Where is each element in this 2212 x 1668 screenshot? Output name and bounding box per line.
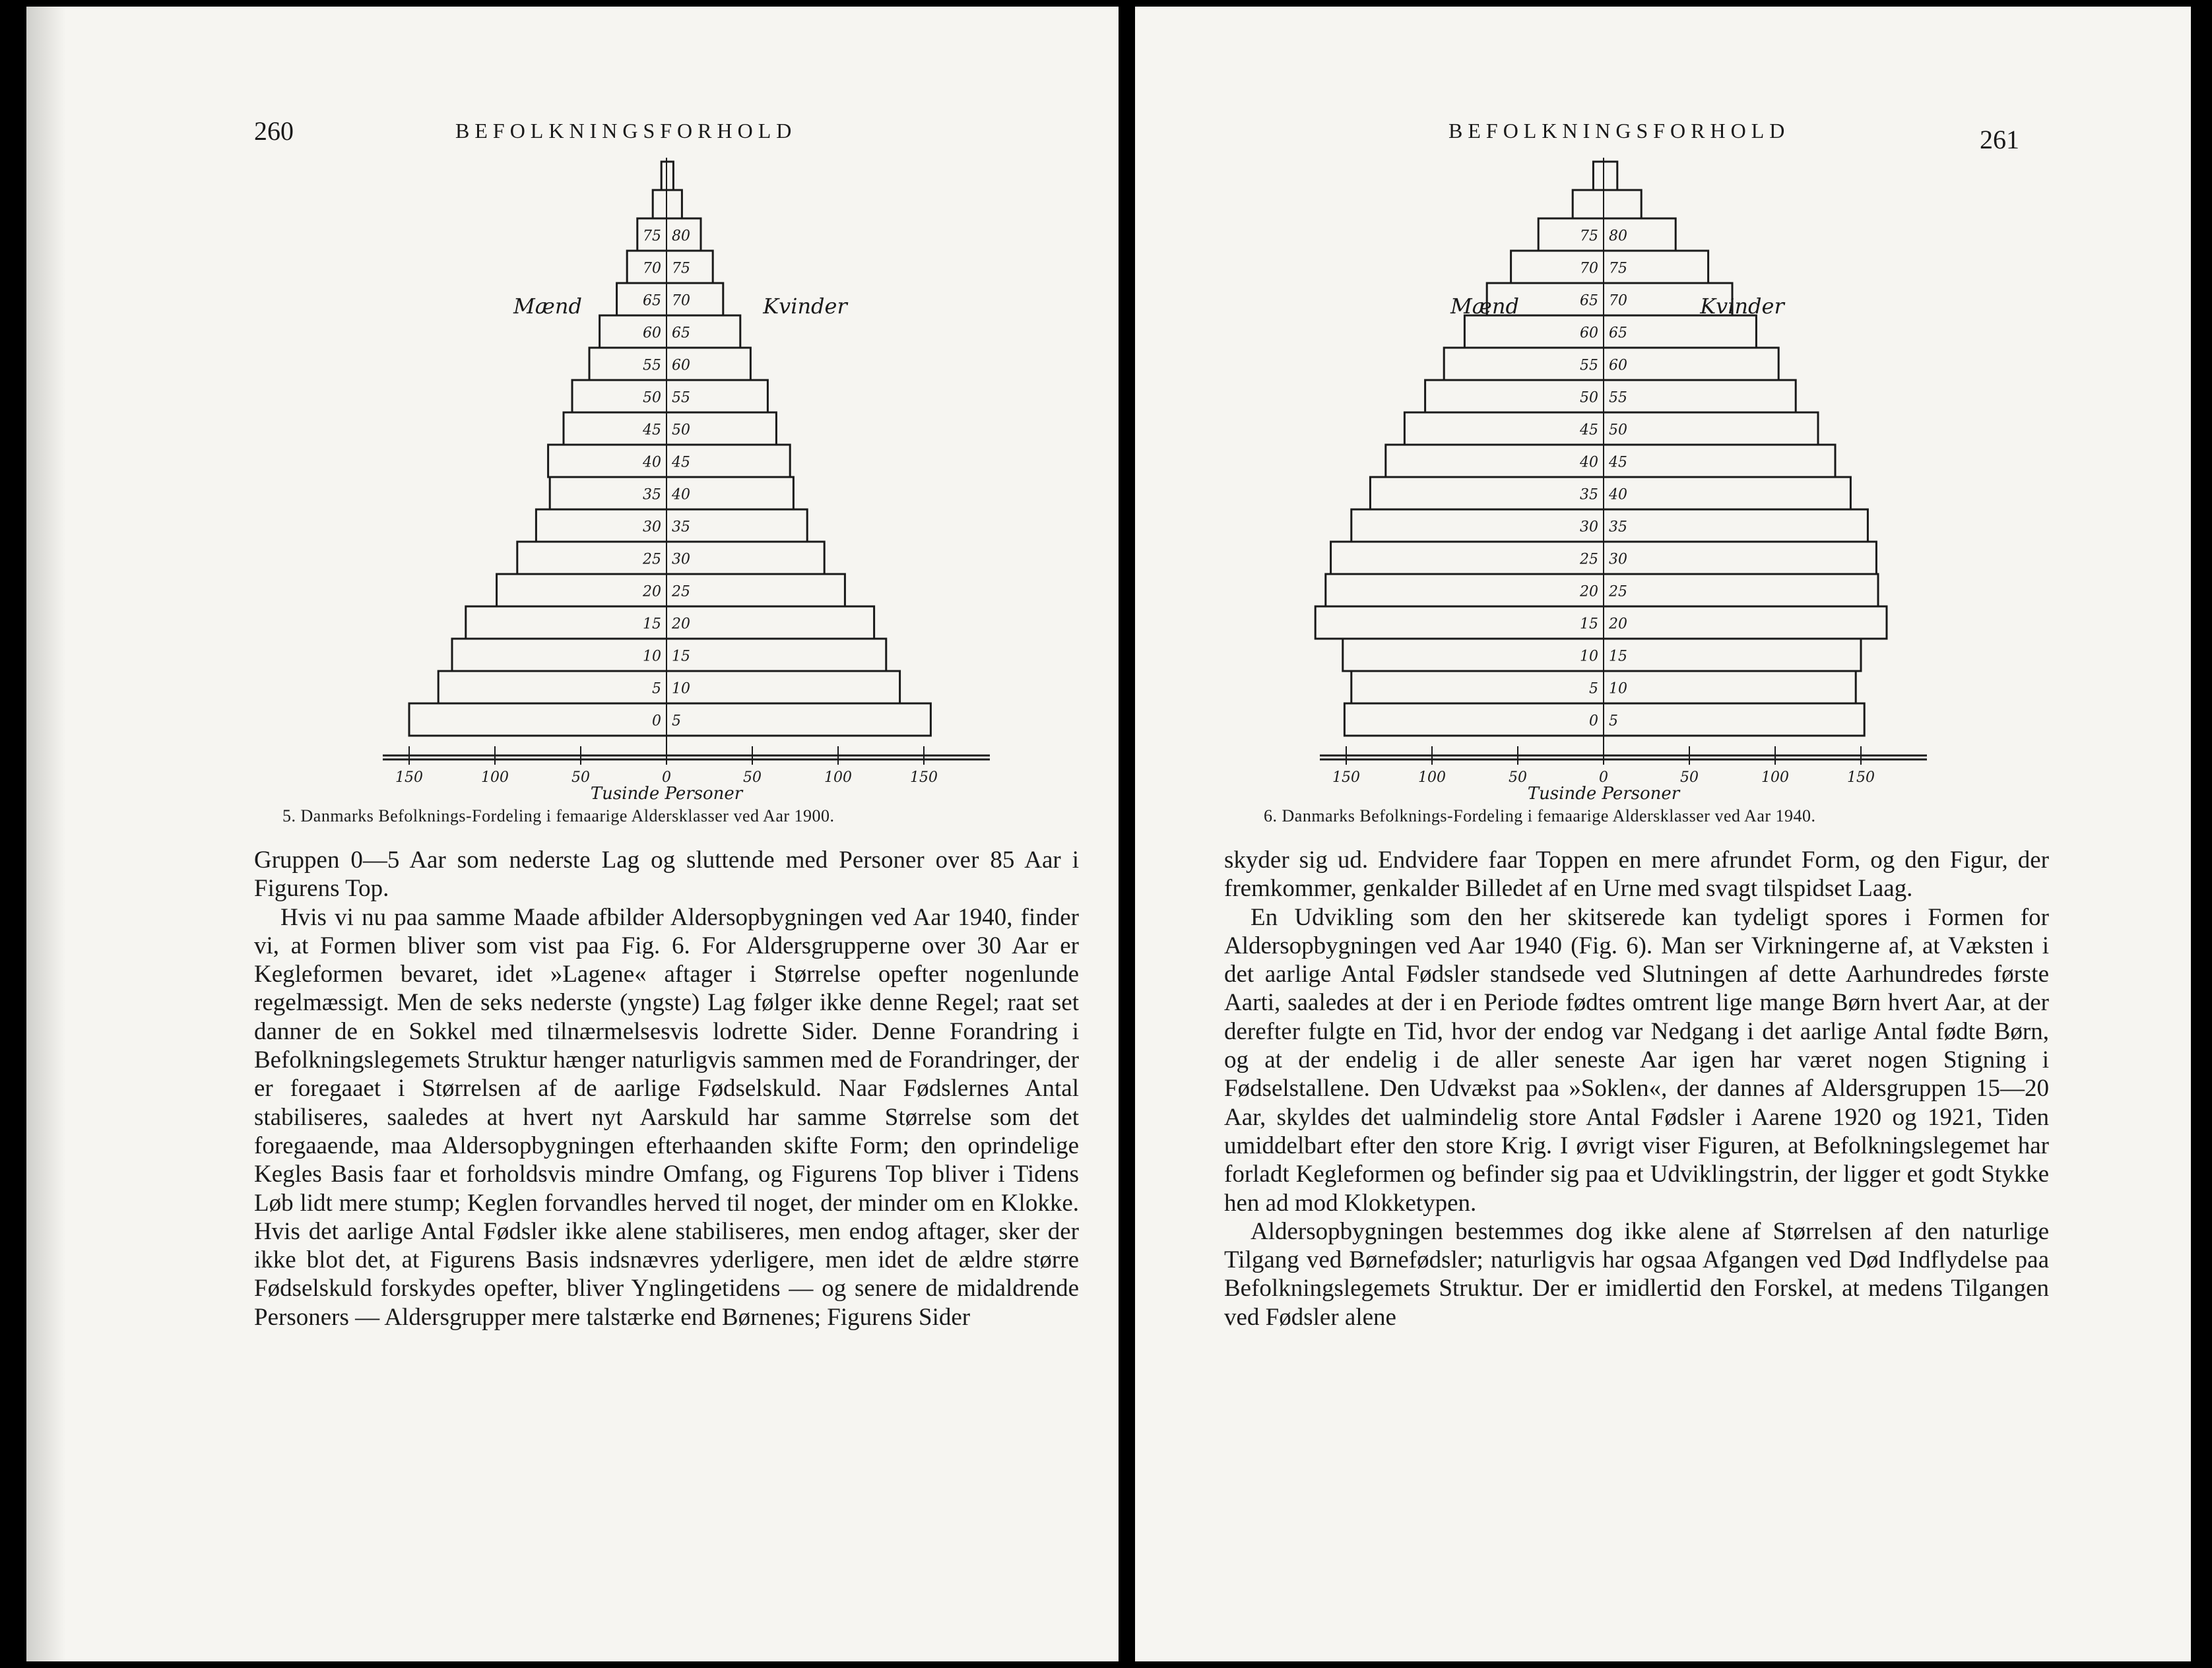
age-label: 45 (1580, 422, 1598, 439)
page-gutter-shadow (26, 7, 66, 1661)
age-label: 65 (1580, 292, 1598, 309)
body-text (1224, 846, 2049, 1331)
age-bar (1315, 606, 1887, 639)
x-tick-label: 50 (571, 769, 590, 786)
age-label: 30 (643, 519, 661, 536)
age-label: 5 (672, 713, 681, 730)
age-label: 55 (1609, 389, 1627, 406)
age-bar (1326, 574, 1878, 606)
age-label: 45 (1609, 454, 1627, 471)
age-label: 25 (672, 583, 690, 600)
right-page (1135, 7, 2191, 1661)
age-label: 60 (1609, 357, 1627, 374)
age-label: 55 (643, 357, 661, 374)
age-label: 80 (1609, 228, 1627, 245)
pyramid-chart-1940 (1307, 155, 1940, 808)
age-bar (1593, 162, 1617, 190)
age-label: 50 (672, 422, 690, 439)
age-label: 30 (1580, 519, 1598, 536)
age-label: 55 (672, 389, 690, 406)
age-label: 70 (643, 260, 661, 277)
age-label: 55 (1580, 357, 1598, 374)
x-tick-label: 50 (1509, 769, 1527, 786)
age-label: 65 (672, 325, 690, 342)
left-series-label: Mænd (1450, 294, 1519, 319)
x-tick-label: 100 (1418, 769, 1446, 786)
age-label: 50 (1580, 389, 1598, 406)
x-axis-title: Tusinde Personer (1527, 784, 1680, 804)
age-bar (452, 639, 886, 671)
running-head: BEFOLKNINGSFORHOLD (455, 119, 797, 143)
body-text (254, 846, 1079, 1331)
pyramid-svg (1307, 155, 1940, 808)
x-tick-label: 150 (1332, 769, 1360, 786)
age-bar (627, 251, 713, 283)
age-label: 15 (643, 616, 661, 633)
age-label: 60 (1580, 325, 1598, 342)
paragraph: Gruppen 0—5 Aar som nederste Lag og sluttende med Personer over 85 Aar i Figurens Top. (254, 847, 1079, 903)
left-series-label: Mænd (513, 294, 582, 319)
x-tick-label: 150 (395, 769, 423, 786)
age-bar (517, 542, 824, 574)
age-label: 65 (643, 292, 661, 309)
age-label: 35 (672, 519, 690, 536)
age-bar (497, 574, 845, 606)
left-page (26, 7, 1119, 1661)
running-head: BEFOLKNINGSFORHOLD (1448, 119, 1790, 143)
age-label: 15 (672, 648, 690, 665)
age-label: 25 (643, 551, 661, 568)
age-label: 40 (643, 454, 661, 471)
age-bar (409, 703, 930, 736)
age-label: 75 (643, 228, 661, 245)
age-label: 0 (652, 713, 661, 730)
pyramid-chart-1900 (370, 155, 1003, 808)
age-bar (466, 606, 874, 639)
age-bar (564, 412, 776, 445)
age-bar (1343, 639, 1861, 671)
age-label: 40 (672, 486, 690, 503)
age-label: 80 (672, 228, 690, 245)
pyramid-svg (370, 155, 1003, 808)
x-tick-label: 50 (1680, 769, 1699, 786)
x-tick-label: 150 (1847, 769, 1875, 786)
age-label: 10 (672, 680, 690, 697)
age-bar (1573, 190, 1641, 218)
age-label: 40 (1580, 454, 1598, 471)
right-series-label: Kvinder (1700, 294, 1784, 319)
paragraph: En Udvikling som den her skitserede kan tydeligt spores i Formen for Aldersopbygningen ved Aar 1940 (Fig. 6). Man ser Virkningerne af, at Væksten i det aarlige Antal Fødsler standsede ved Slutningen af dette Aarhundredes første Aarti, saaledes at der i en Periode fødtes omtrent lige mange Børn hvert Aar, at der derefter fulgte en Tid, hvor der endog var Nedgang i det aarlige Antal fødte Børn, og at der endelig i de aller seneste Aar igen har været nogen Stigning i Fødselstallene. Den Udvækst paa »Soklen«, der dannes af Aldersgruppen 15—20 Aar, skyldes det ualmindelig store Antal Fødsler i Aarene 1920 og 1921, Tiden umiddelbart efter den store Krig. I øvrigt viser Figuren, at Befolkningslegemet har forladt Kegleformen og befinder sig paa et Udviklingstrin, der ligger et godt Stykke hen ad mod Klokketypen. (1224, 903, 2049, 1217)
age-bar (653, 190, 682, 218)
x-tick-label: 100 (481, 769, 509, 786)
paragraph: Hvis vi nu paa samme Maade afbilder Aldersopbygningen ved Aar 1940, finder vi, at Formen bliver som vist paa Fig. 6. For Aldersgrupperne over 30 Aar er Kegleformen bevaret, idet »Lagene« aftager i Størrelse opefter nogenlunde regelmæssigt. Men de seks nederste (yngste) Lag følger ikke denne Regel; raat set danner de en Sokkel med tilnærmelsesvis lodrette Sider. Denne Forandring i Befolkningslegemets Struktur hænger naturligvis sammen med de Forandringer, der er foregaaet i Størrelsen af de aarlige Fødselskuld. Naar Fødslernes Antal stabiliseres, saaledes at hvert nyt Aarskuld har samme Størrelse som det foregaaende, maa Aldersopbygningen efterhaanden skifte Form; den oprindelige Kegles Basis faar et forholdsvis mindre Omfang, og Figurens Top bliver i Tidens Løb lidt mere stump; Keglen forvandles herved til noget, der minder om en Klokke. Hvis det aarlige Antal Fødsler ikke alene stabiliseres, men endog aftager, sker der ikke blot det, at Figurens Basis indsnævres yderligere, men idet de ældre større Fødselskuld forskydes opefter, bliver Ynglingetidens — og senere de midaldrende Personers — Aldersgrupper mere talstærke end Børnenes; Figurens Sider (254, 903, 1079, 1331)
age-bar (600, 315, 740, 348)
x-axis-title: Tusinde Personer (590, 784, 743, 804)
age-label: 20 (1609, 616, 1627, 633)
age-label: 75 (672, 260, 690, 277)
age-label: 70 (1580, 260, 1598, 277)
age-label: 70 (1609, 292, 1627, 309)
age-label: 10 (1609, 680, 1627, 697)
x-tick-label: 0 (1599, 769, 1608, 786)
age-label: 45 (643, 422, 661, 439)
age-label: 65 (1609, 325, 1627, 342)
age-label: 30 (1609, 551, 1627, 568)
age-label: 5 (1589, 680, 1598, 697)
age-label: 35 (1609, 519, 1627, 536)
age-label: 10 (1580, 648, 1598, 665)
age-bar (1538, 218, 1675, 251)
age-label: 35 (643, 486, 661, 503)
age-bar (438, 671, 899, 703)
age-label: 50 (1609, 422, 1627, 439)
age-label: 0 (1589, 713, 1598, 730)
age-label: 20 (1580, 583, 1598, 600)
paragraph: skyder sig ud. Endvidere faar Toppen en mere afrundet Form, og den Figur, der fremkommer, genkalder Billedet af en Urne med svagt tilspidset Laag. (1224, 847, 2049, 903)
age-label: 60 (672, 357, 690, 374)
age-label: 50 (643, 389, 661, 406)
paragraph: Aldersopbygningen bestemmes dog ikke alene af Størrelsen af den naturlige Tilgang ved Børnefødsler; naturligvis har ogsaa Afgangen ved Død Indflydelse paa Befolkningslegemets Struktur. Der er imidlertid den Forskel, at medens Tilgangen ved Fødsler alene (1224, 1217, 2049, 1331)
age-label: 75 (1609, 260, 1627, 277)
age-label: 10 (643, 648, 661, 665)
age-label: 5 (652, 680, 661, 697)
figure-caption: 5. Danmarks Befolknings-Fordeling i femaarige Aldersklasser ved Aar 1900. (282, 806, 835, 825)
age-bar (572, 380, 767, 412)
x-tick-label: 150 (910, 769, 938, 786)
age-bar (548, 445, 791, 477)
age-label: 35 (1580, 486, 1598, 503)
age-bar (661, 162, 673, 190)
age-label: 45 (672, 454, 690, 471)
age-label: 20 (672, 616, 690, 633)
figure-caption: 6. Danmarks Befolknings-Fordeling i femaarige Aldersklasser ved Aar 1940. (1264, 806, 1816, 825)
age-label: 15 (1609, 648, 1627, 665)
x-tick-label: 100 (1761, 769, 1789, 786)
age-label: 25 (1580, 551, 1598, 568)
page-number: 261 (1980, 125, 2019, 154)
age-label: 75 (1580, 228, 1598, 245)
age-label: 15 (1580, 616, 1598, 633)
right-series-label: Kvinder (763, 294, 847, 319)
age-bar (589, 348, 750, 380)
age-bar (617, 283, 723, 315)
age-label: 40 (1609, 486, 1627, 503)
x-tick-label: 100 (824, 769, 852, 786)
age-label: 25 (1609, 583, 1627, 600)
x-tick-label: 0 (662, 769, 671, 786)
age-bar (1344, 703, 1864, 736)
age-label: 20 (643, 583, 661, 600)
age-label: 30 (672, 551, 690, 568)
age-label: 5 (1609, 713, 1618, 730)
age-label: 70 (672, 292, 690, 309)
x-tick-label: 50 (743, 769, 762, 786)
page-number: 260 (254, 116, 294, 146)
age-label: 60 (643, 325, 661, 342)
